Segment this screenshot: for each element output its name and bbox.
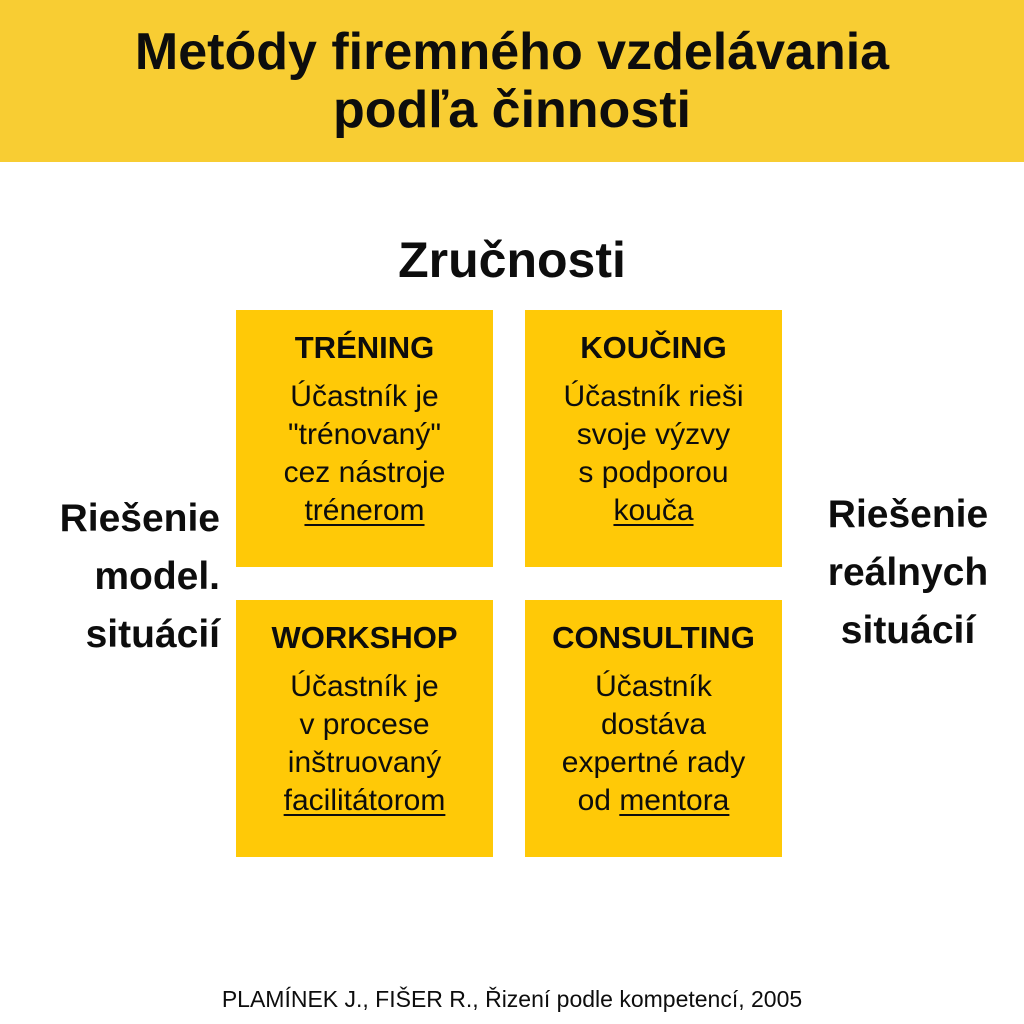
description-line: Účastník je <box>290 670 439 703</box>
page-title <box>135 23 889 139</box>
quadrant-title: KOUČING <box>580 330 727 365</box>
underlined-term: trénerom <box>304 494 425 527</box>
quadrant-title: CONSULTING <box>552 620 755 655</box>
axis-right-line: situácií <box>840 609 976 652</box>
axis-right-line: Riešenie <box>827 493 989 536</box>
quadrant-koucing <box>525 310 782 567</box>
description-last-line <box>562 782 745 820</box>
description-line: inštruovaný <box>287 746 442 779</box>
quadrant-title: WORKSHOP <box>271 620 458 655</box>
description-line: cez nástroje <box>283 456 446 489</box>
axis-left-line: model. <box>94 555 220 598</box>
description-line: s podporou <box>578 456 729 489</box>
axis-label-top: Zručnosti <box>398 232 626 288</box>
title-line-1: Metódy firemného vzdelávania <box>134 23 890 81</box>
axis-left-line: situácií <box>85 613 220 656</box>
quadrant-description <box>284 378 446 530</box>
description-line: "trénovaný" <box>287 418 442 451</box>
underlined-term: kouča <box>613 494 694 527</box>
source-citation: PLAMÍNEK J., FIŠER R., Řizení podle kompetencí, 2005 <box>221 986 803 1012</box>
description-line: expertné rady <box>561 746 746 779</box>
quadrant-title: TRÉNING <box>294 330 435 365</box>
last-line-prefix: od <box>577 784 620 817</box>
description-line: dostáva <box>600 708 707 741</box>
quadrant-consulting <box>525 600 782 857</box>
description-line: Účastník je <box>290 380 439 413</box>
quadrant-trening <box>236 310 493 567</box>
axis-label-left <box>0 490 232 664</box>
underlined-term: mentora <box>619 784 730 817</box>
title-line-2: podľa činnosti <box>332 81 692 139</box>
quadrant-description <box>562 668 745 820</box>
axis-left-line: Riešenie <box>59 497 220 540</box>
axis-right-line: reálnych <box>827 551 989 594</box>
quadrant-description <box>284 668 446 820</box>
axis-label-right <box>792 486 1024 660</box>
quadrant-description <box>563 378 743 530</box>
header-banner <box>0 0 1024 162</box>
description-line: Účastník rieši <box>563 380 744 413</box>
underlined-term: facilitátorom <box>283 784 446 817</box>
description-line: v procese <box>299 708 430 741</box>
description-line: Účastník <box>595 670 712 703</box>
description-line: svoje výzvy <box>576 418 731 451</box>
quadrant-workshop <box>236 600 493 857</box>
